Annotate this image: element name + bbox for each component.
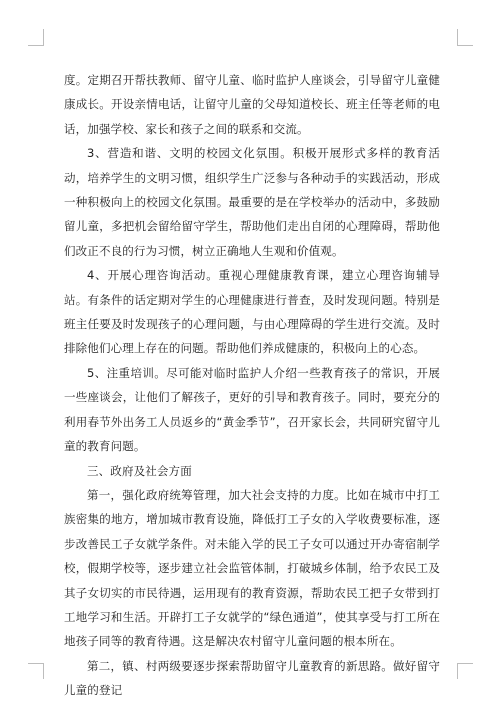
paragraph-continuation: 度。定期召开帮扶教师、留守儿童、临时监护人座谈会，引导留守儿童健康成长。开设亲情电话，让留守儿童的父母知道校长、班主任等老师的电话，加强学校、家长和孩子之间的联系和交流。 [64, 73, 440, 136]
paragraph-first: 第一，强化政府统筹管理，加大社会支持的力度。比如在城市中打工族密集的地方，增加城市教育设施，降低打工子女的入学收费要标准，逐步改善民工子女就学条件。对未能入学的民工子女可以通过开办寄宿制学校，假期学校等，逐步建立社会监管体制，打破城乡体制，给予农民工及其子女切实的市民待遇，运用现有的教育资源，帮助农民工把子女带到打工地学习和生活。开辟打工子女就学的“绿色通道”，使其享受与打工所在地孩子同等的教育待遇。这是解决农村留守儿童问题的根本所在。 [64, 487, 440, 649]
section-heading-government: 三、政府及社会方面 [87, 463, 192, 478]
crop-mark-top-right [457, 45, 473, 46]
crop-mark-bottom-right [457, 663, 473, 664]
crop-mark-top-left [28, 45, 44, 46]
crop-mark-top-right [457, 29, 458, 45]
paragraph-second: 第二，镇、村两级要逐步探索帮助留守儿童教育的新思路。做好留守儿童的登记 [64, 658, 440, 698]
document-body [64, 68, 440, 703]
paragraph-campus-culture: 3、营造和谐、文明的校园文化氛围。积极开展形式多样的教育活动，培养学生的文明习惯，组织学生广泛参与各种动手的实践活动，形成一种积极向上的校园文化氛围。最重要的是在学校举办的活动中，多鼓励留儿童，多把机会留给留守学生，帮助他们走出自闭的心理障碍，帮助他们改正不良的行为习惯，树立正确地人生观和价值观。 [64, 146, 440, 258]
paragraph-training: 5、注重培训。尽可能对临时监护人介绍一些教育孩子的常识，开展一些座谈会，让他们了解孩子，更好的引导和教育孩子。同时，要充分的利用春节外出务工人员返乡的“黄金季节”，召开家长会，共同研究留守儿童的教育问题。 [64, 365, 440, 454]
crop-mark-bottom-left [43, 663, 44, 679]
crop-mark-top-left [43, 29, 44, 45]
crop-mark-bottom-left [28, 663, 44, 664]
crop-mark-bottom-right [457, 663, 458, 679]
paragraph-counseling: 4、开展心理咨询活动。重视心理健康教育课，建立心理咨询辅导站。有条件的话定期对学生的心理健康进行普查，及时发现问题。特别是班主任要及时发现孩子的心理问题，与由心理障碍的学生进行交流。及时排除他们心理上存在的问题。帮助他们养成健康的，积极向上的心态。 [64, 268, 440, 356]
